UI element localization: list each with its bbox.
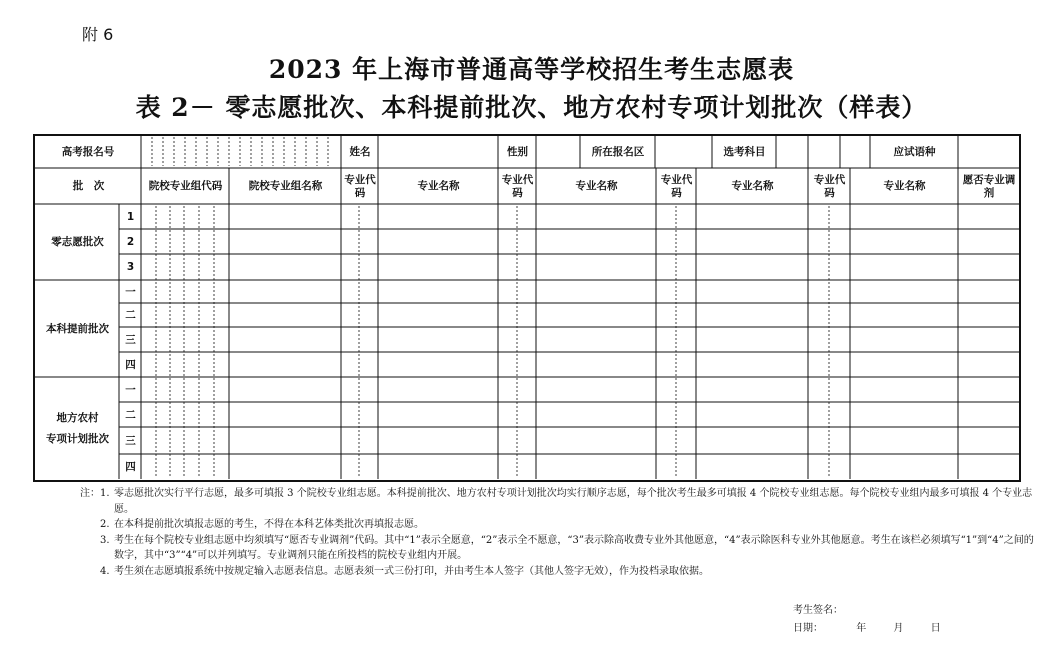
note-item bbox=[80, 486, 1040, 517]
note-text: 考生在每个院校专业组志愿中均须填写“愿否专业调剂”代码。其中“1”表示全愿意，“2”表示全不愿意，“3”表示除高收费专业外其他愿意，“4”表示除医科专业外其他愿意。考生在该栏必须填写“1”到“4”之间的数字，其中“3”“4”可以并列填写。专业调剂只能在所投档的院校专业组内开展。 bbox=[114, 534, 1034, 561]
batch-name-early: 本科提前批次 bbox=[46, 322, 109, 335]
major-name-header-1: 专业名称 bbox=[417, 180, 460, 192]
batch-header: 批 次 bbox=[72, 180, 105, 192]
signature-label: 考生签名： bbox=[793, 605, 843, 616]
date-month: 月 bbox=[893, 623, 904, 634]
major-code-header-3: 专业代码 bbox=[660, 173, 693, 199]
note-text: 在本科提前批次填报志愿的考生，不得在本科艺体类批次再填报志愿。 bbox=[114, 519, 424, 530]
row-num: 1 bbox=[126, 210, 135, 223]
name-label: 姓名 bbox=[349, 145, 371, 158]
form-title: 2023 年上海市普通高等学校招生考生志愿表 bbox=[268, 55, 795, 84]
district-label: 所在报名区 bbox=[591, 145, 645, 158]
note-item bbox=[80, 564, 1040, 580]
row-num: 二 bbox=[125, 408, 136, 421]
batch-name-rural bbox=[36, 378, 119, 479]
date-day: 日 bbox=[930, 623, 941, 634]
major-name-header-2: 专业名称 bbox=[575, 180, 618, 192]
batch-name-rural-line1: 地方农村 bbox=[56, 411, 99, 424]
major-code-header-2: 专业代码 bbox=[501, 173, 534, 199]
adjust-header: 愿否专业调剂 bbox=[962, 173, 1016, 199]
date-line bbox=[793, 619, 941, 634]
note-text: 零志愿批次实行平行志愿，最多可填报 3 个院校专业组志愿。本科提前批次、地方农村专项计划批次均实行顺序志愿，每个批次考生最多可填报 4 个院校专业组志愿。每个院校专业组内最多可填报 4 个专业志愿。 bbox=[114, 488, 1033, 515]
group-name-header: 院校专业组名称 bbox=[248, 180, 323, 192]
notes-label: 注： bbox=[80, 488, 100, 499]
row-num: 三 bbox=[125, 434, 136, 447]
row-num: 2 bbox=[126, 235, 135, 248]
note-num: 4. bbox=[100, 565, 110, 577]
date-year: 年 bbox=[856, 623, 867, 634]
attachment-label: 附 6 bbox=[82, 25, 114, 44]
row-num: 一 bbox=[125, 285, 136, 298]
note-item bbox=[80, 517, 1040, 533]
note-num: 1. bbox=[100, 488, 110, 499]
row-num: 3 bbox=[126, 261, 135, 273]
note-num: 3. bbox=[100, 534, 110, 546]
subjects-label: 选考科目 bbox=[723, 145, 766, 158]
major-code-header-1: 专业代码 bbox=[344, 173, 376, 199]
major-code-header-4: 专业代码 bbox=[813, 173, 846, 199]
signature-line bbox=[793, 601, 843, 616]
language-label: 应试语种 bbox=[893, 145, 936, 158]
notes-section bbox=[80, 486, 1040, 579]
note-num: 2. bbox=[100, 519, 110, 530]
group-code-header: 院校专业组代码 bbox=[148, 180, 223, 192]
gender-label: 性别 bbox=[507, 145, 528, 158]
row-num: 三 bbox=[125, 333, 136, 346]
row-num: 四 bbox=[125, 460, 136, 473]
date-label: 日期： bbox=[793, 623, 823, 634]
major-name-header-3: 专业名称 bbox=[731, 180, 774, 192]
row-num: 四 bbox=[125, 358, 136, 371]
batch-name-zero: 零志愿批次 bbox=[51, 236, 104, 248]
note-text: 考生须在志愿填报系统中按规定输入志愿表信息。志愿表须一式三份打印，并由考生本人签字（其他人签字无效），作为投档录取依据。 bbox=[114, 565, 709, 577]
major-name-header-4: 专业名称 bbox=[883, 180, 926, 192]
row-num: 一 bbox=[125, 383, 136, 396]
form-subtitle: 表 2－ 零志愿批次、本科提前批次、地方农村专项计划批次（样表） bbox=[135, 93, 928, 122]
exam-id-label: 高考报名号 bbox=[61, 145, 115, 158]
batch-name-rural-line2: 专项计划批次 bbox=[46, 432, 109, 445]
note-item bbox=[80, 533, 1040, 564]
row-num: 二 bbox=[125, 309, 136, 321]
